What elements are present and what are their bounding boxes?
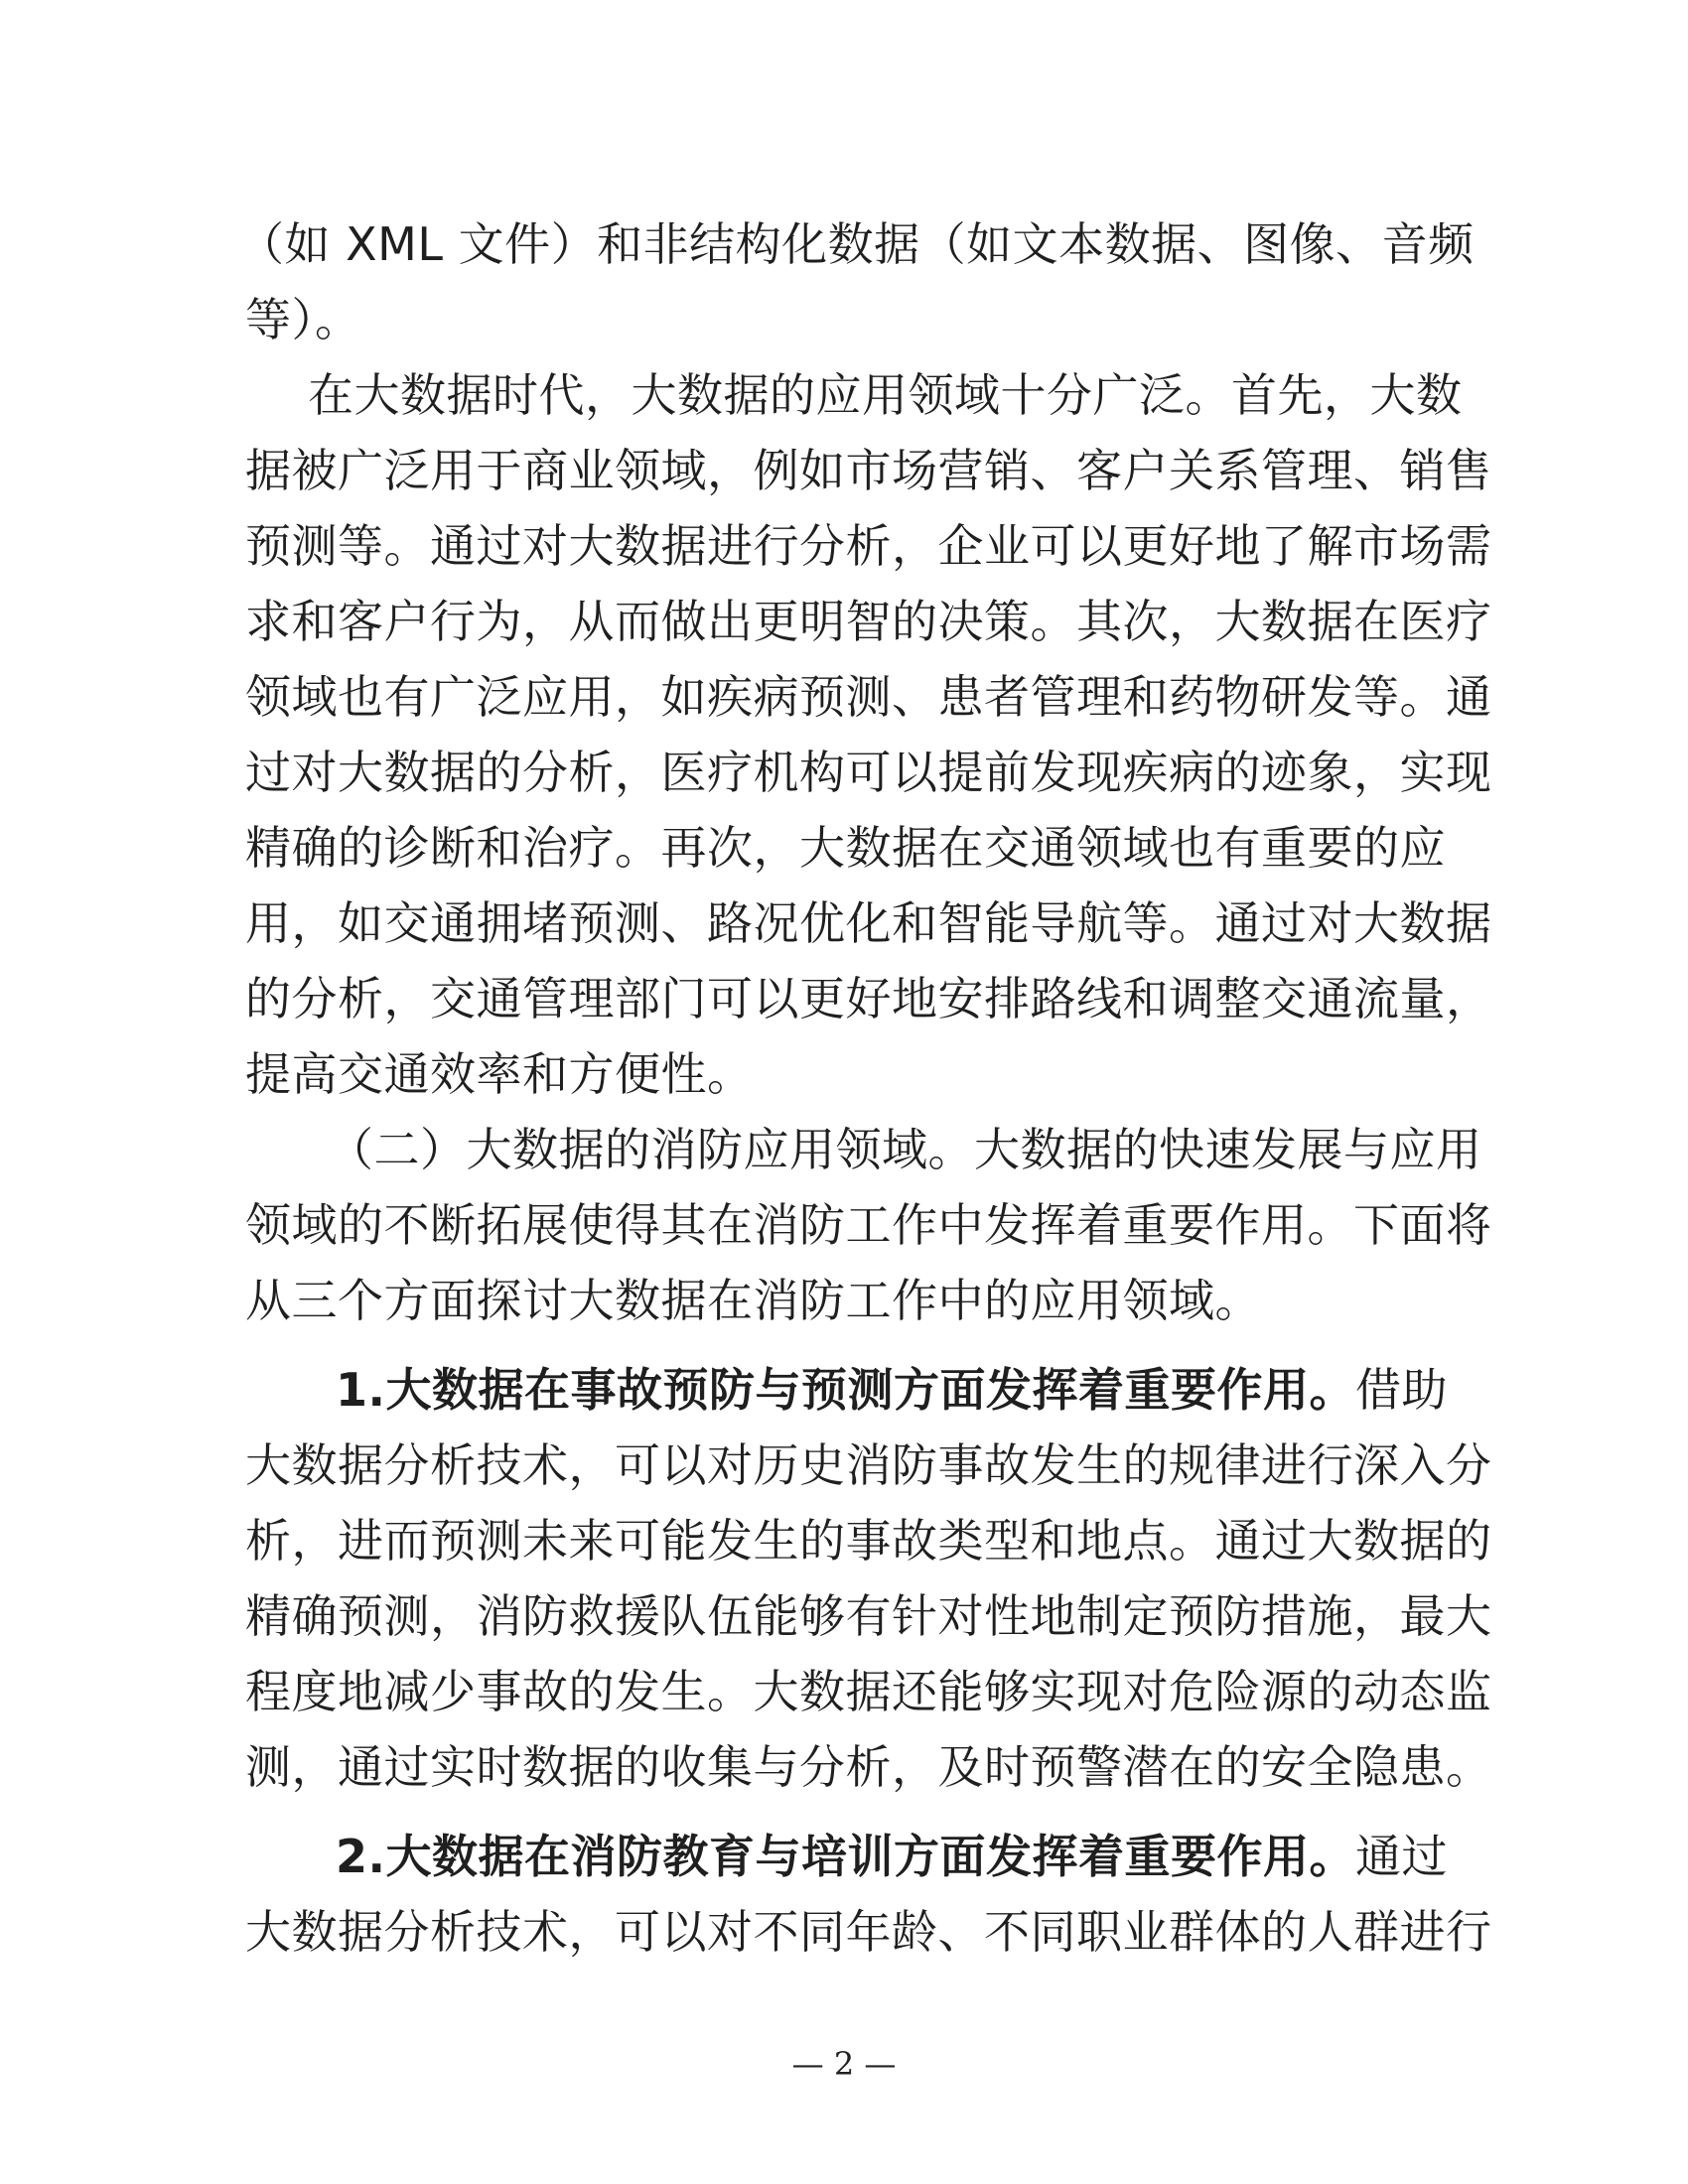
text-line-18 xyxy=(245,1503,1492,1578)
text-line-4 xyxy=(245,433,1492,508)
line-text: 预测等。通过对大数据进行分析，企业可以更好地了解市场需 xyxy=(245,519,1492,573)
line-text: 测，通过实时数据的收集与分析，及时预警潜在的安全隐患。 xyxy=(245,1740,1492,1794)
text-line-2 xyxy=(245,282,1437,357)
line-text: 程度地减少事故的发生。大数据还能够实现对危险源的动态监 xyxy=(245,1665,1492,1718)
text-line-11 xyxy=(245,961,1492,1036)
text-line-16 xyxy=(336,1352,1527,1428)
text-line-9 xyxy=(245,810,1446,886)
text-line-13 xyxy=(328,1112,1519,1187)
line-text: 过对大数据的分析，医疗机构可以提前发现疾病的迹象，实现 xyxy=(245,746,1492,799)
line-text: 用，如交通拥堵预测、路况优化和智能导航等。通过对大数据 xyxy=(245,896,1492,950)
text-line-19 xyxy=(245,1578,1492,1654)
line-text: 精确的诊断和治疗。再次，大数据在交通领域也有重要的应 xyxy=(245,821,1446,875)
text-line-22 xyxy=(336,1819,1527,1894)
text-line-21 xyxy=(245,1729,1492,1805)
line-text: 大数据分析技术，可以对历史消防事故发生的规律进行深入分 xyxy=(245,1438,1492,1492)
line-text: 通过 xyxy=(1354,1830,1448,1883)
text-line-7 xyxy=(245,659,1492,735)
text-line-3 xyxy=(308,357,1499,433)
line-text: 从三个方面探讨大数据在消防工作中的应用领域。 xyxy=(245,1274,1261,1327)
line-text: 等）。 xyxy=(245,293,361,346)
text-line-6 xyxy=(245,584,1492,659)
line-text: 精确预测，消防救援队伍能够有针对性地制定预防措施，最大 xyxy=(245,1589,1492,1643)
text-line-23 xyxy=(245,1894,1492,1970)
text-line-5 xyxy=(245,508,1492,584)
line-text: 在大数据时代，大数据的应用领域十分广泛。首先，大数 xyxy=(308,368,1463,422)
line-text: 析，进而预测未来可能发生的事故类型和地点。通过大数据的 xyxy=(245,1514,1492,1568)
line-text: （如 XML 文件）和非结构化数据（如文本数据、图像、音频 xyxy=(238,217,1475,271)
text-line-8 xyxy=(245,735,1492,810)
line-text: 据被广泛用于商业领域，例如市场营销、客户关系管理、销售 xyxy=(245,444,1492,497)
line-text: （二）大数据的消防应用领域。大数据的快速发展与应用 xyxy=(328,1123,1482,1176)
section-heading-1: 1.大数据在事故预防与预测方面发挥着重要作用。 xyxy=(336,1363,1355,1417)
text-line-17 xyxy=(245,1428,1492,1503)
line-text: 领域也有广泛应用，如疾病预测、患者管理和药物研发等。通 xyxy=(245,670,1492,724)
line-text: 领域的不断拓展使得其在消防工作中发挥着重要作用。下面将 xyxy=(245,1198,1492,1252)
line-text: 求和客户行为，从而做出更明智的决策。其次，大数据在医疗 xyxy=(245,595,1492,648)
text-line-1 xyxy=(238,206,1475,282)
page-number: — 2 — xyxy=(791,2045,897,2083)
text-line-15 xyxy=(245,1263,1437,1338)
text-line-20 xyxy=(245,1654,1492,1729)
line-text: 借助 xyxy=(1354,1363,1448,1417)
line-text: 大数据分析技术，可以对不同年龄、不同职业群体的人群进行 xyxy=(245,1905,1492,1959)
line-text: 的分析，交通管理部门可以更好地安排路线和调整交通流量， xyxy=(245,972,1492,1025)
text-line-12 xyxy=(245,1036,1437,1112)
line-text: 提高交通效率和方便性。 xyxy=(245,1047,754,1101)
text-line-10 xyxy=(245,886,1492,961)
section-heading-2: 2.大数据在消防教育与培训方面发挥着重要作用。 xyxy=(336,1830,1355,1883)
text-line-14 xyxy=(245,1187,1492,1263)
